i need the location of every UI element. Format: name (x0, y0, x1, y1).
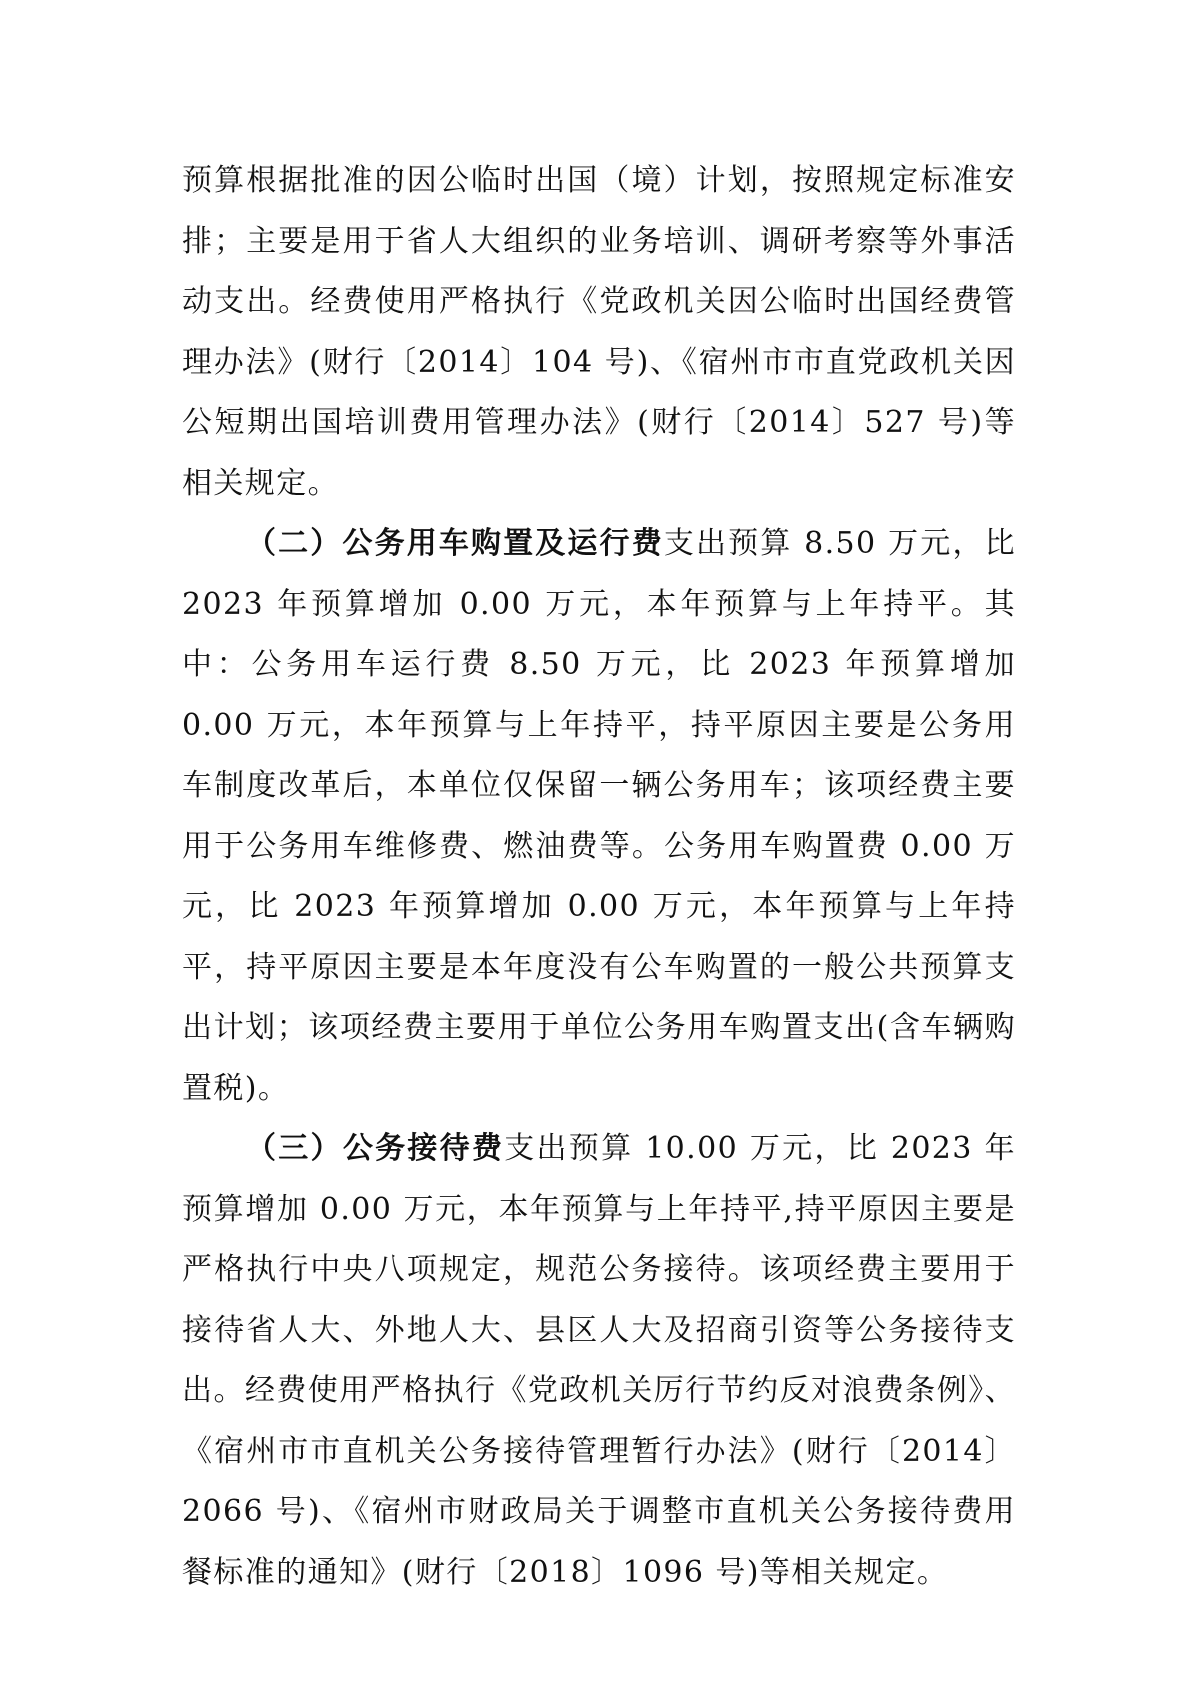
section-heading-vehicles: （二）公务用车购置及运行费 (246, 526, 664, 561)
paragraph-official-vehicles (182, 514, 1016, 1119)
paragraph-text: 预算根据批准的因公临时出国（境）计划，按照规定标准安排；主要是用于省人大组织的业务培训、调研考察等外事活动支出。经费使用严格执行《党政机关因公临时出国经费管理办法》(财行〔2014〕104 号)、《宿州市市直党政机关因公短期出国培训费用管理办法》(财行〔2014〕527 号)等相关规定。 (182, 163, 1016, 501)
section-heading-reception: （三）公务接待费 (246, 1131, 505, 1166)
document-page (182, 151, 1016, 1603)
paragraph-outbound-travel (182, 151, 1016, 514)
paragraph-text: 支出预算 8.50 万元，比 2023 年预算增加 0.00 万元，本年预算与上年持平。其中：公务用车运行费 8.50 万元，比 2023 年预算增加 0.00 万元，本年预算与上年持平，持平原因主要是公务用车制度改革后，本单位仅保留一辆公务用车；该项经费主要用于公务用车维修费、燃油费等。公务用车购置费 0.00 万元，比 2023 年预算增加 0.00 万元，本年预算与上年持平，持平原因主要是本年度没有公车购置的一般公共预算支出计划；该项经费主要用于单位公务用车购置支出(含车辆购置税)。 (182, 526, 1016, 1106)
paragraph-official-reception (182, 1119, 1016, 1603)
paragraph-text: 支出预算 10.00 万元，比 2023 年预算增加 0.00 万元，本年预算与上年持平,持平原因主要是严格执行中央八项规定，规范公务接待。该项经费主要用于接待省人大、外地人大、县区人大及招商引资等公务接待支出。经费使用严格执行《党政机关厉行节约反对浪费条例》、《宿州市市直机关公务接待管理暂行办法》(财行〔2014〕2066 号)、《宿州市财政局关于调整市直机关公务接待费用餐标准的通知》(财行〔2018〕1096 号)等相关规定。 (182, 1131, 1016, 1590)
